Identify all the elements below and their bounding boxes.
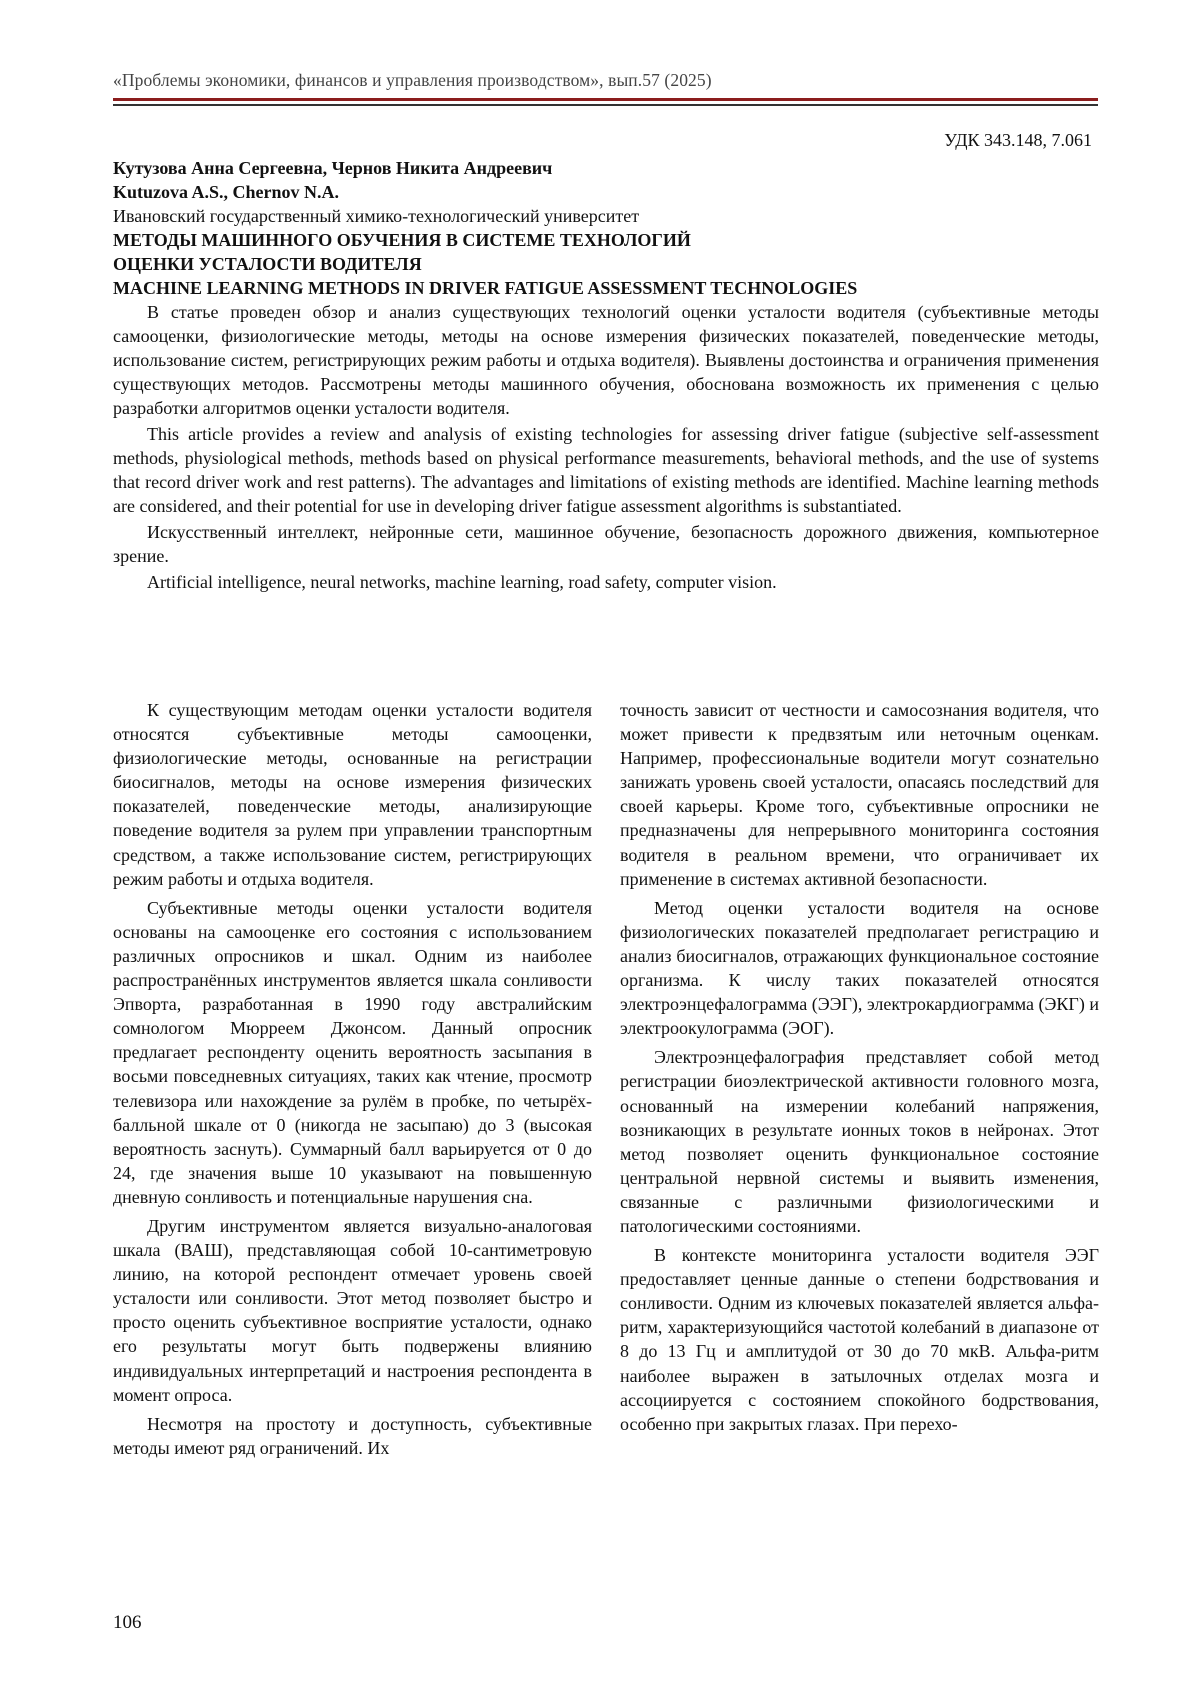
- body-paragraph: Электроэнцефалография представляет собой метод регистрации биоэлектрической активности головного мозга, основанный на измерении колебаний напряжения, возникающих в результате ионных токов в нейронах. Этот метод позволяет оценить функциональное состояние центральной нервной системы и выявить изменения, связанные с различными физиологическими и патологическими состояниями.: [620, 1047, 1099, 1236]
- abstract-en: This article provides a review and analysis of existing technologies for assessing driver fatigue (subjective self-assessment methods, physiological methods, methods based on physical performance measurements, behavioral methods, and the use of systems that record driver work and rest patterns). The advantages and limitations of existing methods are identified. Machine learning methods are considered, and their potential for use in developing driver fatigue assessment algorithms is substantiated.: [113, 424, 1099, 516]
- affiliation: Ивановский государственный химико-технологический университет: [113, 206, 640, 226]
- running-header: «Проблемы экономики, финансов и управления производством», вып.57 (2025): [113, 70, 712, 90]
- body-paragraph: В контексте мониторинга усталости водителя ЭЭГ предоставляет ценные данные о степени бодрствования и сонливости. Одним из ключевых показателей является альфа-ритм, характеризующийся частотой колебаний в диапазоне от 8 до 13 Гц и амплитудой от 30 до 70 мкВ. Альфа-ритм наиболее выражен в затылочных отделах мозга и ассоциируется с состоянием спокойного бодрствования, особенно при закрытых глазах. При перехо-: [620, 1245, 1099, 1434]
- body-paragraph: Несмотря на простоту и доступность, субъективные методы имеют ряд ограничений. Их: [113, 1413, 592, 1458]
- udk-code: УДК 343.148, 7.061: [944, 130, 1092, 150]
- right-column: [620, 698, 1099, 1465]
- title-en: MACHINE LEARNING METHODS IN DRIVER FATIGUE ASSESSMENT TECHNOLOGIES: [113, 278, 858, 298]
- body-paragraph: Субъективные методы оценки усталости водителя основаны на самооценке его состояния с использованием различных опросников и шкал. Одним из наиболее распространённых инструментов является шкала сонливости Эпворта, разработанная в 1990 году австралийским сомнологом Мюрреем Джонсом. Данный опросник предлагает респонденту оценить вероятность засыпания в восьми повседневных ситуациях, таких как чтение, просмотр телевизора или нахождение за рулём в пробке, по четырёх-балльной шкале от 0 (никогда не засыпаю) до 3 (высокая вероятность заснуть). Суммарный балл варьируется от 0 до 24, где значения выше 10 указывают на повышенную дневную сонливость и потенциальные нарушения сна.: [113, 897, 592, 1207]
- body-columns: [113, 698, 1099, 1465]
- keywords-en: Artificial intelligence, neural networks, machine learning, road safety, computer vision.: [147, 572, 777, 592]
- body-paragraph: К существующим методам оценки усталости водителя относятся субъективные методы самооценки, физиологические методы, основанные на регистрации биосигналов, методы на основе измерения физических показателей, поведенческие методы, анализирующие поведение водителя за рулем при управлении транспортным средством, а также использование систем, регистрирующих режим работы и отдыха водителя.: [113, 700, 592, 889]
- abstract-block: [113, 300, 1099, 594]
- header-rule-dark: [113, 104, 1098, 106]
- left-column: [113, 698, 592, 1465]
- keywords-ru: Искусственный интеллект, нейронные сети, машинное обучение, безопасность дорожного движения, компьютерное зрение.: [113, 522, 1099, 566]
- authors-en: Kutuzova A.S., Chernov N.A.: [113, 182, 340, 202]
- authors-ru: Кутузова Анна Сергеевна, Чернов Никита Андреевич: [113, 158, 553, 178]
- abstract-ru: В статье проведен обзор и анализ существующих технологий оценки усталости водителя (субъективные методы самооценки, физиологические методы, методы на основе измерения физических показателей, поведенческие методы, использование систем, регистрирующих режим работы и отдыха водителя). Выявлены достоинства и ограничения применения существующих методов. Рассмотрены методы машинного обучения, обоснована возможность их применения с целью разработки алгоритмов оценки усталости водителя.: [113, 302, 1099, 418]
- page-number: 106: [113, 1612, 142, 1633]
- body-paragraph: Другим инструментом является визуально-аналоговая шкала (ВАШ), представляющая собой 10-сантиметровую линию, на которой респондент отмечает уровень своей усталости или сонливости. Этот метод позволяет быстро и просто оценить субъективное восприятие усталости, однако его результаты могут быть подвержены влиянию индивидуальных интерпретаций и настроения респондента в момент опроса.: [113, 1215, 592, 1405]
- article-front-matter: [113, 156, 1099, 594]
- body-paragraph: Метод оценки усталости водителя на основе физиологических показателей предполагает регистрацию и анализ биосигналов, отражающих функциональное состояние организма. К числу таких показателей относятся электроэнцефалограмма (ЭЭГ), электрокардиограмма (ЭКГ) и электроокулограмма (ЭОГ).: [620, 897, 1099, 1039]
- body-paragraph-continued: точность зависит от честности и самосознания водителя, что может привести к предвзятым или неточным оценкам. Например, профессиональные водители могут сознательно занижать уровень своей усталости, опасаясь последствий для своей карьеры. Кроме того, субъективные опросники не предназначены для непрерывного мониторинга состояния водителя в реальном времени, что ограничивает их применение в системах активной безопасности.: [620, 700, 1099, 889]
- title-ru-line-1: МЕТОДЫ МАШИННОГО ОБУЧЕНИЯ В СИСТЕМЕ ТЕХНОЛОГИЙ: [113, 230, 691, 250]
- header-rule-red: [113, 98, 1098, 101]
- title-ru-line-2: ОЦЕНКИ УСТАЛОСТИ ВОДИТЕЛЯ: [113, 254, 422, 274]
